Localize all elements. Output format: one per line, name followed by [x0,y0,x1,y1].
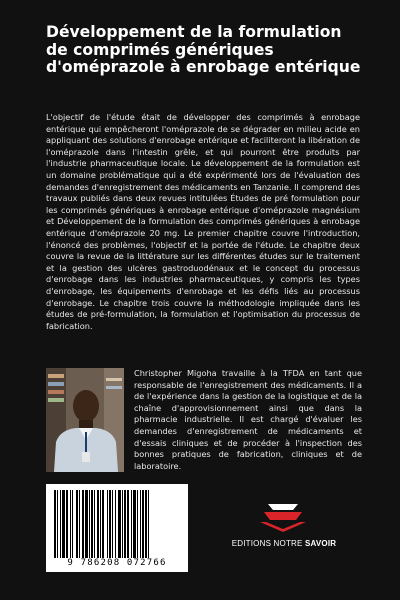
author-portrait-image [46,368,124,472]
barcode-bar [131,490,132,558]
author-photo [46,368,124,472]
barcode-bar [89,490,90,558]
barcode-bar [115,490,116,558]
barcode-bar [148,490,149,558]
book-abstract: L'objectif de l'étude était de développer des comprimés à enrobage entérique qui empêcheront l'oméprazole de se dégrader en milieu acide en appliquant des solutions d'enrobage entérique et faciliteront la libération de l'oméprazole dans l'intestin grêle, et qui pourront être produits par l'industrie pharmaceutique locale. Le développement de la formulation est un domaine problématique qui a été expérimenté lors de l'évaluation des demandes d'enregistrement des médicaments en Tanzanie. Il comprend des travaux publiés dans deux revues intitulées Études de pré formulation pour les comprimés génériques à enrobage entérique d'oméprazole magnésium et Développement de la formulation des comprimés génériques à enrobage entérique d'oméprazole 20 mg. Le premier chapitre couvre l'introduction, l'énoncé des problèmes, l'objectif et la portée de l'étude. Le chapitre deux couvre la revue de la littérature sur les différentes études sur le traitement et la gestion des ulcères gastroduodénaux et le concept du processus d'enrobage dans les industries pharmaceutiques, y compris les types d'enrobage, les équipements d'enrobage et les défis liés au processus d'enrobage. Le chapitre trois couvre la méthodologie impliquée dans les études de pré-formulation, la formulation et l'optimisation du processus de fabrication. [46,112,360,331]
barcode-bar [124,490,126,558]
barcode-bar [97,490,99,558]
barcode-bar [70,490,71,558]
publisher-logo-icon [258,500,308,534]
publisher-name [228,539,340,548]
barcode-bar [72,490,73,558]
barcode-bar [94,490,95,558]
book-title: Développement de la formulation de comprimés génériques d'oméprazole à enrobage entérique [46,23,361,76]
barcode-bar [79,490,80,558]
barcode-bar [76,490,78,558]
isbn-barcode [46,484,188,572]
barcode-bar [100,490,101,558]
barcode-bar [66,490,68,558]
barcode-bar [137,490,138,558]
barcode-bar [54,490,56,558]
barcode-bar [122,490,123,558]
author-bio: Christopher Migoha travaille à la TFDA en tant que responsable de l'enregistrement des médicaments. Il a de l'expérience dans la gestion de la logistique et de la chaîne d'approvisionnement ainsi que dans la pharmacie industrielle. Il est chargé d'évaluer les demandes d'enregistrement de médicaments et d'essais cliniques et de procéder à l'inspection des bonnes pratiques de fabrication, cliniques et de laboratoire. [134,368,362,471]
barcode-bar [142,490,144,558]
publisher-name-part2: SAVOIR [304,539,337,548]
barcode-bar [85,490,88,558]
isbn-number: 9 786208 072766 [67,558,167,568]
barcode-bar [82,490,84,558]
barcode-bar [145,490,147,558]
publisher-name-part1: EDITIONS NOTRE [231,539,305,548]
barcode-bar [109,490,111,558]
barcode-bars [54,490,180,558]
barcode-bar [133,490,136,558]
barcode-bar [102,490,104,558]
barcode-bar [140,490,141,558]
barcode-bar [57,490,58,558]
barcode-bar [60,490,61,558]
barcode-bar [127,490,129,558]
barcode-bar [91,490,93,558]
barcode-bar [112,490,113,558]
barcode-bar [107,490,108,558]
barcode-bar [62,490,65,558]
barcode-bar [118,490,121,558]
